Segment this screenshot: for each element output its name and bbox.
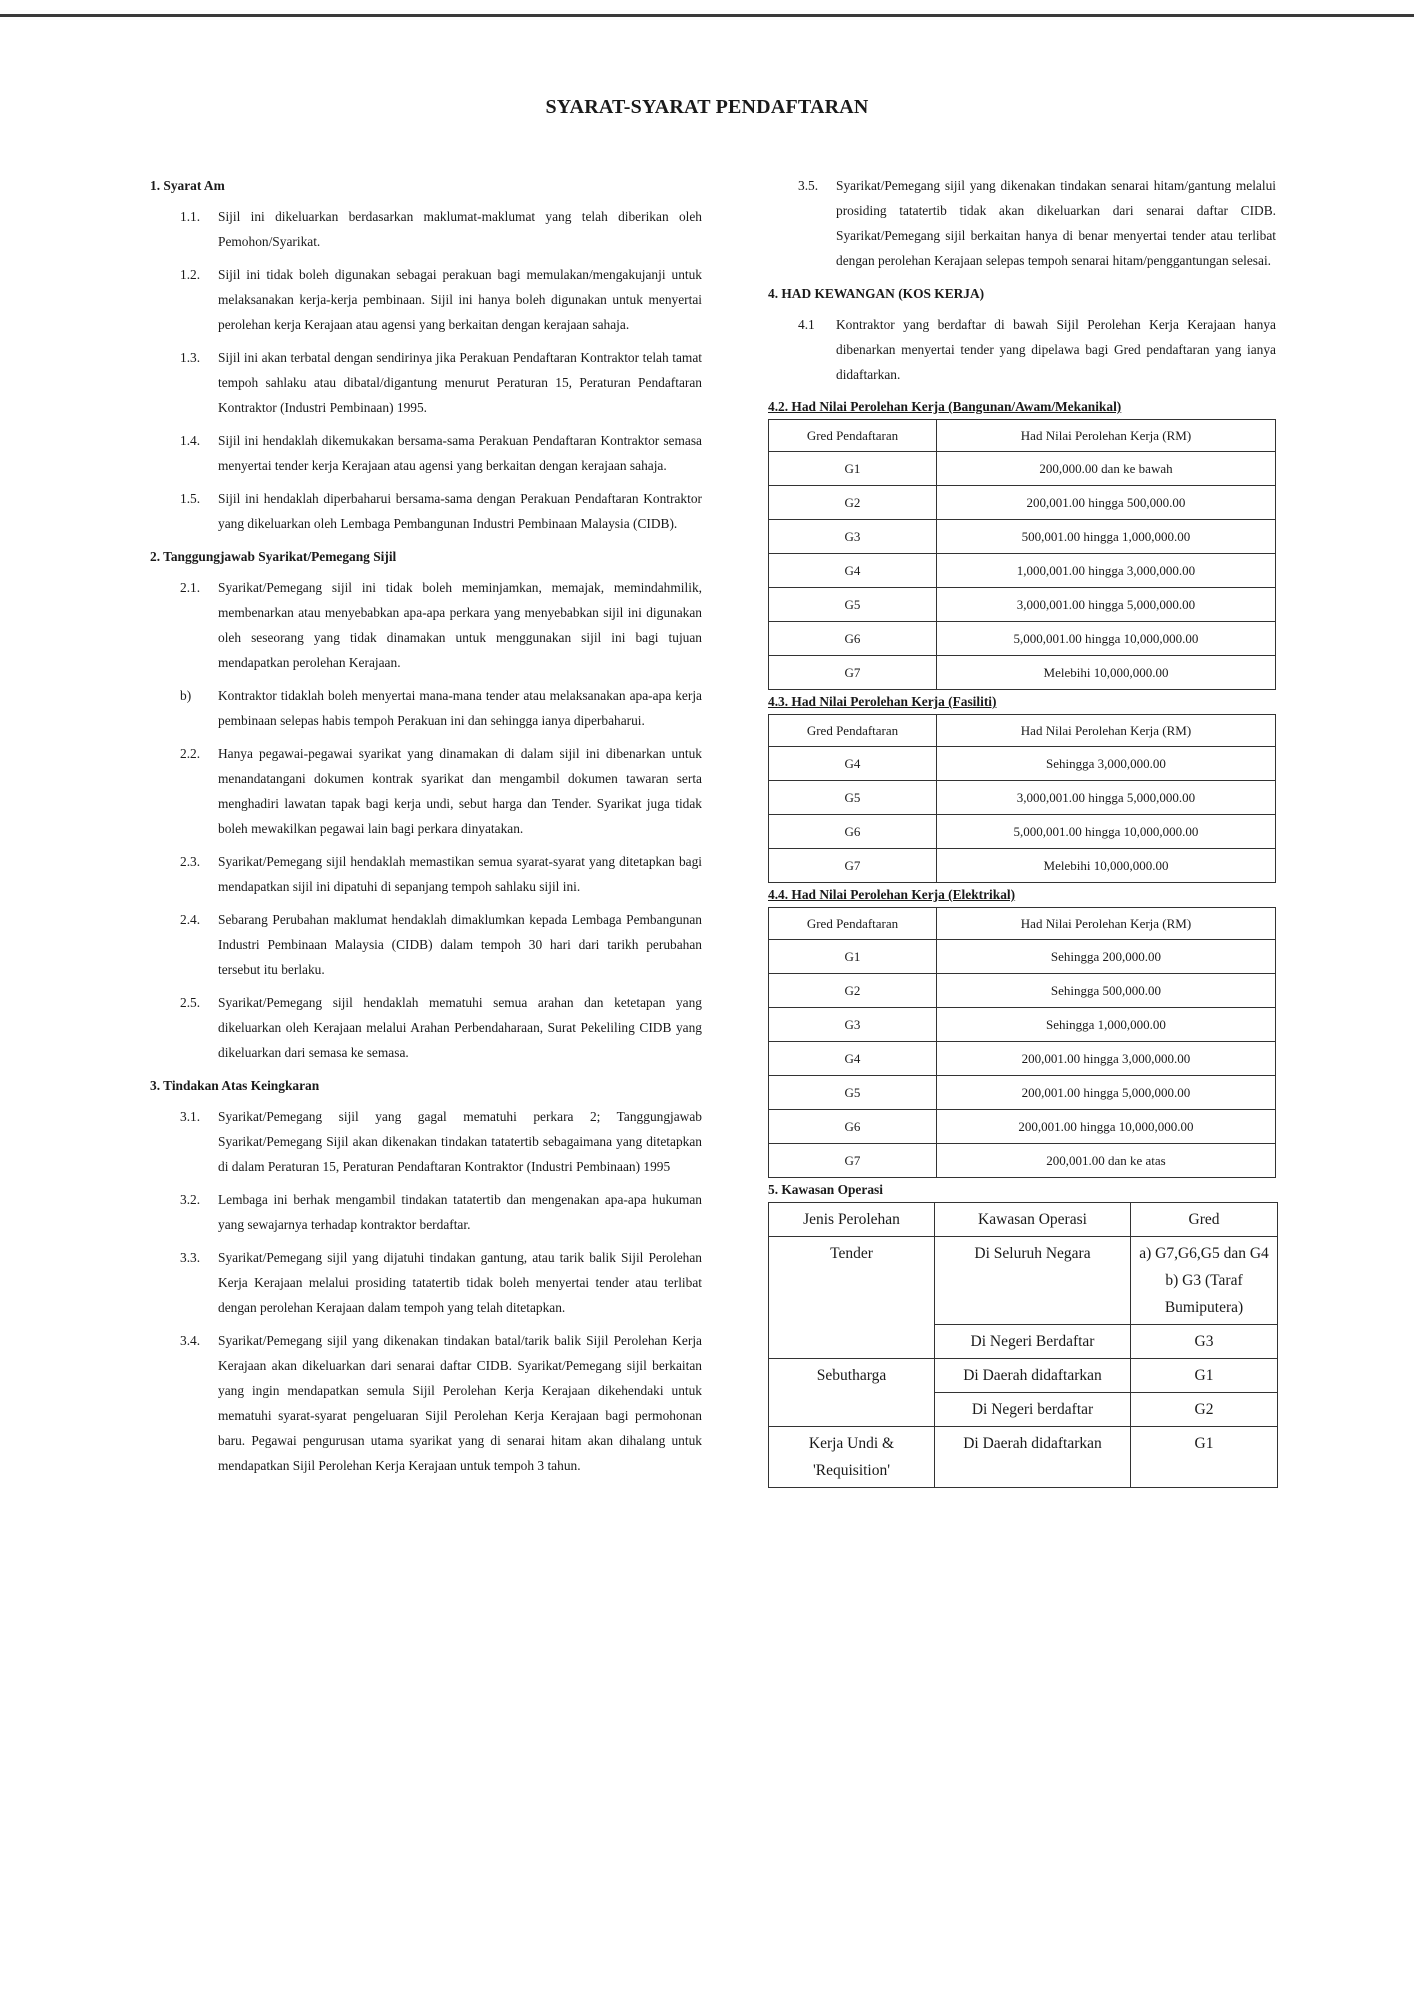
grade-cell: a) G7,G6,G5 dan G4 b) G3 (Taraf Bumiputera) <box>1131 1237 1278 1325</box>
grade-cell: G6 <box>769 622 937 656</box>
table-header-row <box>769 908 1276 940</box>
table-row <box>769 656 1276 690</box>
clause-text: Syarikat/Pemegang sijil yang dikenakan tindakan batal/tarik balik Sijil Perolehan Kerja Kerajaan akan dikeluarkan dari senarai daftar CIDB. Syarikat/Pemegang sijil berkaitan yang ingin mendapatkan semula Sijil Perolehan Kerja Kerajaan dikehendaki untuk mematuhi syarat-syarat pengeluaran Sijil Perolehan Kerja Kerajaan bagi permohonan baru. Pegawai pengurusan utama syarikat yang di senarai hitam akan dihalang untuk mendapatkan Sijil Perolehan Kerja Kerajaan untuk tempoh 3 tahun. <box>218 1333 702 1473</box>
value-cell: Sehingga 3,000,000.00 <box>937 747 1276 781</box>
section-heading-had-kewangan: 4. HAD KEWANGAN (KOS KERJA) <box>768 286 985 301</box>
table-had-nilai-bangunan <box>768 419 1276 690</box>
value-cell: 200,001.00 dan ke atas <box>937 1144 1276 1178</box>
value-cell: 200,001.00 hingga 5,000,000.00 <box>937 1076 1276 1110</box>
clause-number: 2.3. <box>180 854 201 869</box>
clause-number: 2.1. <box>180 580 201 595</box>
table-header-row <box>769 420 1276 452</box>
clause-text: Syarikat/Pemegang sijil yang dikenakan tindakan senarai hitam/gantung melalui prosiding tatatertib tidak akan dikeluarkan dari senarai daftar CIDB. Syarikat/Pemegang sijil berkaitan hanya di benar menyertai tender atau terlibat dengan perolehan Kerajaan selepas tempoh senarai hitam/penggantungan selesai. <box>836 178 1276 268</box>
grade-cell: G1 <box>1131 1427 1278 1488</box>
column-header: Had Nilai Perolehan Kerja (RM) <box>937 715 1276 747</box>
table-row <box>769 849 1276 883</box>
grade-cell: G1 <box>1131 1359 1278 1393</box>
procurement-type-cell-empty <box>769 1325 935 1359</box>
grade-cell: G4 <box>769 1042 937 1076</box>
clause-text: Sijil ini hendaklah diperbaharui bersama-sama dengan Perakuan Pendaftaran Kontraktor yang dikeluarkan oleh Lembaga Pembangunan Industri Pembinaan Malaysia (CIDB). <box>218 491 702 531</box>
clause-number: 3.5. <box>798 178 819 193</box>
grade-cell: G3 <box>769 1008 937 1042</box>
clause-1-5 <box>150 486 702 536</box>
table-heading-fasiliti: 4.3. Had Nilai Perolehan Kerja (Fasiliti) <box>768 694 997 709</box>
clause-text: Syarikat/Pemegang sijil hendaklah mematuhi semua arahan dan ketetapan yang dikeluarkan oleh Kerajaan melalui Arahan Perbendaharaan, Surat Pekeliling CIDB yang dikeluarkan dari semasa ke semasa. <box>218 995 702 1060</box>
column-header: Jenis Perolehan <box>769 1203 935 1237</box>
table-row <box>769 1237 1278 1325</box>
value-cell: 200,001.00 hingga 10,000,000.00 <box>937 1110 1276 1144</box>
table-row <box>769 452 1276 486</box>
grade-cell: G3 <box>769 520 937 554</box>
area-cell: Di Daerah didaftarkan <box>935 1359 1131 1393</box>
clause-number: 3.1. <box>180 1109 201 1124</box>
table-row <box>769 520 1276 554</box>
clause-text: Syarikat/Pemegang sijil yang gagal mematuhi perkara 2; Tanggungjawab Syarikat/Pemegang Sijil akan dikenakan tindakan tatatertib sebagaimana yang ditetapkan di dalam Peraturan 15, Peraturan Pendaftaran Kontraktor (Industri Pembinaan) 1995 <box>218 1109 702 1174</box>
clause-3-1 <box>150 1104 702 1179</box>
table-heading-elektrikal: 4.4. Had Nilai Perolehan Kerja (Elektrikal) <box>768 887 1016 902</box>
clause-4-1 <box>768 312 1276 387</box>
table-row <box>769 1076 1276 1110</box>
grade-cell: G4 <box>769 554 937 588</box>
grade-cell: G5 <box>769 1076 937 1110</box>
value-cell: 200,001.00 hingga 3,000,000.00 <box>937 1042 1276 1076</box>
grade-cell: G2 <box>1131 1393 1278 1427</box>
table-heading-bangunan: 4.2. Had Nilai Perolehan Kerja (Bangunan/Awam/Mekanikal) <box>768 399 1122 414</box>
document-title: SYARAT-SYARAT PENDAFTARAN <box>545 96 869 118</box>
clause-text: Sijil ini hendaklah dikemukakan bersama-sama Perakuan Pendaftaran Kontraktor semasa menyertai tender kerja Kerajaan atau agensi yang berkaitan dengan kerajaan sahaja. <box>218 433 702 473</box>
clause-text: Sijil ini akan terbatal dengan sendirinya jika Perakuan Pendaftaran Kontraktor telah tamat tempoh sahlaku atau dibatal/digantung menurut Peraturan 15, Peraturan Pendaftaran Kontraktor (Industri Pembinaan) 1995. <box>218 350 702 415</box>
column-header: Gred Pendaftaran <box>769 420 937 452</box>
procurement-type-cell: Sebutharga <box>769 1359 935 1393</box>
clause-3-3 <box>150 1245 702 1320</box>
grade-cell: G6 <box>769 1110 937 1144</box>
value-cell: 500,001.00 hingga 1,000,000.00 <box>937 520 1276 554</box>
table-header-row <box>769 1203 1278 1237</box>
clause-2-1-b <box>150 683 702 733</box>
column-header: Gred <box>1131 1203 1278 1237</box>
column-header: Kawasan Operasi <box>935 1203 1131 1237</box>
table-kawasan-operasi <box>768 1202 1278 1488</box>
clause-number: 1.3. <box>180 350 201 365</box>
table-row <box>769 1325 1278 1359</box>
clause-2-3 <box>150 849 702 899</box>
clause-2-5 <box>150 990 702 1065</box>
clause-text: Syarikat/Pemegang sijil ini tidak boleh meminjamkan, memajak, memindahmilik, membenarkan atau menyebabkan apa-apa perkara yang menyebabkan sijil ini digunakan oleh seseorang yang tidak dinamakan untuk menggunakan sijil ini bagi tujuan mendapatkan perolehan Kerajaan. <box>218 580 702 670</box>
clause-number: 3.2. <box>180 1192 201 1207</box>
grade-cell: G1 <box>769 452 937 486</box>
clause-3-4 <box>150 1328 702 1478</box>
table-row <box>769 1144 1276 1178</box>
value-cell: 5,000,001.00 hingga 10,000,000.00 <box>937 815 1276 849</box>
clause-2-1 <box>150 575 702 675</box>
table-row <box>769 588 1276 622</box>
clause-text: Syarikat/Pemegang sijil hendaklah memastikan semua syarat-syarat yang ditetapkan bagi mendapatkan sijil ini dipatuhi di sepanjang tempoh sahlaku sijil ini. <box>218 854 702 894</box>
clause-number: 2.2. <box>180 746 201 761</box>
column-header: Had Nilai Perolehan Kerja (RM) <box>937 420 1276 452</box>
grade-cell: G5 <box>769 781 937 815</box>
column-header: Gred Pendaftaran <box>769 715 937 747</box>
procurement-type-cell: Kerja Undi & 'Requisition' <box>769 1427 935 1488</box>
clause-text: Kontraktor tidaklah boleh menyertai mana-mana tender atau melaksanakan apa-apa kerja pembinaan selepas habis tempoh Perakuan ini dan sehingga ianya diperbaharui. <box>218 688 702 728</box>
table-heading-kawasan-operasi: 5. Kawasan Operasi <box>768 1182 883 1197</box>
procurement-type-cell-empty <box>769 1393 935 1427</box>
table-row <box>769 1359 1278 1393</box>
area-cell: Di Negeri Berdaftar <box>935 1325 1131 1359</box>
clause-1-1 <box>150 204 702 254</box>
area-cell: Di Seluruh Negara <box>935 1237 1131 1325</box>
value-cell: 3,000,001.00 hingga 5,000,000.00 <box>937 781 1276 815</box>
table-row <box>769 1042 1276 1076</box>
column-header: Gred Pendaftaran <box>769 908 937 940</box>
value-cell: 200,001.00 hingga 500,000.00 <box>937 486 1276 520</box>
clause-1-3 <box>150 345 702 420</box>
section-heading-tanggungjawab: 2. Tanggungjawab Syarikat/Pemegang Sijil <box>150 549 397 564</box>
value-cell: 200,000.00 dan ke bawah <box>937 452 1276 486</box>
table-row <box>769 781 1276 815</box>
clause-3-2 <box>150 1187 702 1237</box>
clause-number: 3.3. <box>180 1250 201 1265</box>
area-cell: Di Negeri berdaftar <box>935 1393 1131 1427</box>
clause-1-4 <box>150 428 702 478</box>
table-had-nilai-elektrikal <box>768 907 1276 1178</box>
top-border-line <box>0 14 1414 17</box>
value-cell: 3,000,001.00 hingga 5,000,000.00 <box>937 588 1276 622</box>
value-cell: Sehingga 500,000.00 <box>937 974 1276 1008</box>
table-row <box>769 1393 1278 1427</box>
clause-text: Syarikat/Pemegang sijil yang dijatuhi tindakan gantung, atau tarik balik Sijil Perolehan Kerja Kerajaan melalui prosiding tatatertib tidak boleh menyertai tender atau terlibat dengan perolehan Kerajaan dalam tempoh yang telah ditetapkan. <box>218 1250 702 1315</box>
grade-cell: G7 <box>769 849 937 883</box>
clause-text: Sijil ini dikeluarkan berdasarkan maklumat-maklumat yang telah diberikan oleh Pemohon/Syarikat. <box>218 209 702 249</box>
table-row <box>769 1008 1276 1042</box>
procurement-type-cell: Tender <box>769 1237 935 1325</box>
grade-cell: G2 <box>769 974 937 1008</box>
clause-number: 2.4. <box>180 912 201 927</box>
value-cell: Sehingga 200,000.00 <box>937 940 1276 974</box>
clause-number: 1.5. <box>180 491 201 506</box>
value-cell: Melebihi 10,000,000.00 <box>937 656 1276 690</box>
value-cell: 1,000,001.00 hingga 3,000,000.00 <box>937 554 1276 588</box>
value-cell: 5,000,001.00 hingga 10,000,000.00 <box>937 622 1276 656</box>
section-heading-tindakan: 3. Tindakan Atas Keingkaran <box>150 1078 320 1093</box>
section-heading-syarat-am: 1. Syarat Am <box>150 178 225 193</box>
value-cell: Melebihi 10,000,000.00 <box>937 849 1276 883</box>
clause-text: Lembaga ini berhak mengambil tindakan tatatertib dan mengenakan apa-apa hukuman yang sewajarnya terhadap kontraktor berdaftar. <box>218 1192 702 1232</box>
clause-number: 2.5. <box>180 995 201 1010</box>
clause-number: 1.1. <box>180 209 201 224</box>
table-row <box>769 622 1276 656</box>
table-row <box>769 974 1276 1008</box>
grade-cell: G3 <box>1131 1325 1278 1359</box>
grade-cell: G2 <box>769 486 937 520</box>
value-cell: Sehingga 1,000,000.00 <box>937 1008 1276 1042</box>
table-row <box>769 1110 1276 1144</box>
grade-cell: G7 <box>769 656 937 690</box>
clause-number: 1.4. <box>180 433 201 448</box>
table-header-row <box>769 715 1276 747</box>
clause-1-2 <box>150 262 702 337</box>
table-row <box>769 554 1276 588</box>
table-row <box>769 747 1276 781</box>
table-row <box>769 815 1276 849</box>
grade-cell: G7 <box>769 1144 937 1178</box>
clause-text: Hanya pegawai-pegawai syarikat yang dinamakan di dalam sijil ini dibenarkan untuk menandatangani dokumen kontrak syarikat dan mengambil dokumen tawaran serta menghadiri lawatan tapak bagi kerja undi, sebut harga dan Tender. Syarikat juga tidak boleh mewakilkan pegawai lain bagi perkara dinyatakan. <box>218 746 702 836</box>
clause-number: 3.4. <box>180 1333 201 1348</box>
table-row <box>769 1427 1278 1488</box>
grade-cell: G1 <box>769 940 937 974</box>
column-header: Had Nilai Perolehan Kerja (RM) <box>937 908 1276 940</box>
area-cell: Di Daerah didaftarkan <box>935 1427 1131 1488</box>
table-row <box>769 940 1276 974</box>
left-column <box>150 173 702 1486</box>
clause-text: Sebarang Perubahan maklumat hendaklah dimaklumkan kepada Lembaga Pembangunan Industri Pembinaan Malaysia (CIDB) dalam tempoh 30 hari dari tarikh perubahan tersebut itu berlaku. <box>218 912 702 977</box>
clause-number: 4.1 <box>798 317 815 332</box>
clause-number: 1.2. <box>180 267 201 282</box>
clause-2-2 <box>150 741 702 841</box>
table-row <box>769 486 1276 520</box>
right-column <box>768 173 1276 1488</box>
clause-text: Sijil ini tidak boleh digunakan sebagai perakuan bagi memulakan/mengakujanji untuk melaksanakan kerja-kerja pembinaan. Sijil ini hanya boleh digunakan untuk menyertai perolehan kerja Kerajaan atau agensi yang berkaitan dengan kerajaan sahaja. <box>218 267 702 332</box>
grade-cell: G6 <box>769 815 937 849</box>
grade-cell: G4 <box>769 747 937 781</box>
clause-text: Kontraktor yang berdaftar di bawah Sijil Perolehan Kerja Kerajaan hanya dibenarkan menyertai tender yang dipelawa bagi Gred pendaftaran yang ianya didaftarkan. <box>836 317 1276 382</box>
clause-2-4 <box>150 907 702 982</box>
clause-number: b) <box>180 688 192 703</box>
clause-3-5 <box>768 173 1276 273</box>
table-had-nilai-fasiliti <box>768 714 1276 883</box>
grade-cell: G5 <box>769 588 937 622</box>
